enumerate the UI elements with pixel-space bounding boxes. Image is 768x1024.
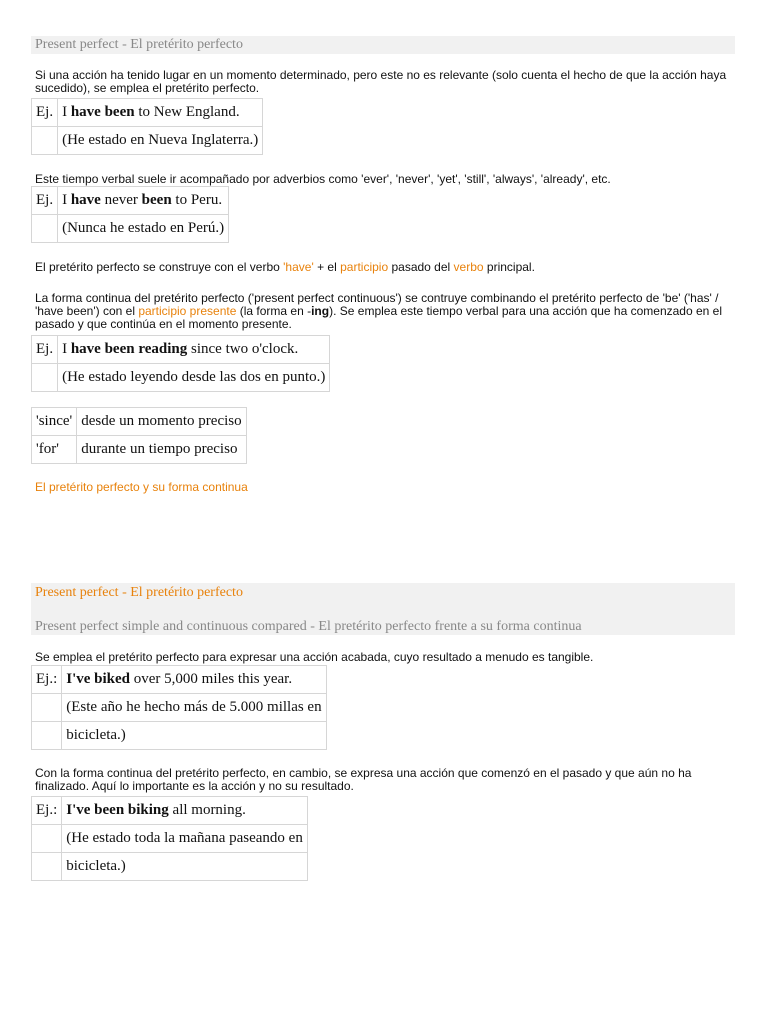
empty-cell: [32, 694, 62, 722]
text: I: [62, 104, 71, 120]
example-spanish: (He estado leyendo desde las dos en punto.): [58, 364, 330, 392]
bold-text: been: [141, 192, 172, 208]
table-row: [32, 215, 229, 243]
text: I: [62, 192, 71, 208]
text: principal.: [483, 260, 535, 274]
example-table: [31, 98, 263, 155]
bold-text: have been: [70, 104, 135, 120]
example-spanish: (Este año he hecho más de 5.000 millas en: [62, 694, 326, 722]
text: ). Se emplea este tiempo verbal para una acción que ha comenzado en el pasado y que continúa en el momento presente.: [35, 304, 723, 331]
word-cell: 'for': [32, 436, 77, 464]
text: since two o'clock.: [187, 341, 299, 357]
paragraph-intro: Si una acción ha tenido lugar en un momento determinado, pero este no es relevante (solo cuenta el hecho de que la acción haya sucedido), se emplea el pretérito perfecto.: [35, 68, 727, 95]
paragraph-continuous-compared: Con la forma continua del pretérito perfecto, en cambio, se expresa una acción que comenzó en el pasado y que aún no ha finalizado. Aquí lo importante es la acción y no su resultado.: [35, 766, 692, 793]
empty-cell: [32, 825, 62, 853]
text: + el: [313, 260, 341, 274]
table-row: [32, 364, 330, 392]
example-table: [31, 335, 330, 392]
example-spanish: (Nunca he estado en Perú.): [58, 215, 229, 243]
paragraph-construction: [35, 261, 735, 274]
section-title-link[interactable]: Present perfect - El pretérito perfecto: [35, 585, 243, 600]
paragraph-simple: Se emplea el pretérito perfecto para expresar una acción acabada, cuyo resultado a menudo es tangible.: [35, 650, 594, 664]
text: to Peru.: [171, 192, 223, 208]
table-row: [32, 853, 308, 881]
example-table: [31, 796, 308, 881]
example-table: [31, 665, 327, 750]
text: all morning.: [168, 802, 246, 818]
empty-cell: [32, 127, 58, 155]
section-title: Present perfect - El pretérito perfecto: [35, 37, 243, 52]
bold-text: I've been biking: [66, 802, 169, 818]
verbo-link[interactable]: verbo: [453, 260, 484, 274]
table-row: [32, 127, 263, 155]
example-english: [58, 99, 263, 127]
example-spanish: (He estado toda la mañana paseando en: [62, 825, 308, 853]
text: pasado del: [388, 260, 454, 274]
word-cell: 'since': [32, 408, 77, 436]
meaning-cell: durante un tiempo preciso: [77, 436, 246, 464]
table-row: [32, 694, 327, 722]
bold-text: have been reading: [70, 341, 188, 357]
table-row: [32, 187, 229, 215]
related-link[interactable]: El pretérito perfecto y su forma continua: [35, 480, 248, 494]
bold-text: I've biked: [66, 671, 131, 687]
section-subtitle: Present perfect simple and continuous compared - El pretérito perfecto frente a su forma continua: [35, 619, 582, 634]
example-label: Ej.: [32, 336, 58, 364]
meaning-cell: desde un momento preciso: [77, 408, 246, 436]
bold-text: have: [70, 192, 101, 208]
empty-cell: [32, 853, 62, 881]
table-row: [32, 797, 308, 825]
example-label: Ej.: [32, 187, 58, 215]
since-for-table: [31, 407, 247, 464]
empty-cell: [32, 215, 58, 243]
example-english: [58, 187, 229, 215]
text: (la forma en -: [236, 304, 312, 318]
table-row: [32, 336, 330, 364]
text: to New England.: [134, 104, 240, 120]
example-label: Ej.: [32, 99, 58, 127]
example-label: Ej.:: [32, 666, 62, 694]
participio-link[interactable]: participio: [340, 260, 389, 274]
paragraph-continuous: [35, 292, 735, 331]
example-spanish: (He estado en Nueva Inglaterra.): [58, 127, 263, 155]
example-english: [62, 797, 308, 825]
table-row: [32, 666, 327, 694]
text: La forma continua del pretérito perfecto ('present perfect continuous') se contruye combinando el pretérito perfecto de 'be' ('has' / 'have been') con el: [35, 291, 719, 318]
empty-cell: [32, 364, 58, 392]
example-spanish: bicicleta.): [62, 853, 308, 881]
have-link[interactable]: 'have': [283, 260, 314, 274]
participio-presente-link[interactable]: participio presente: [138, 304, 237, 318]
table-row: [32, 408, 247, 436]
example-english: [62, 666, 326, 694]
example-spanish: bicicleta.): [62, 722, 326, 750]
example-table: [31, 186, 229, 243]
text: El pretérito perfecto se construye con el verbo: [35, 260, 284, 274]
text: over 5,000 miles this year.: [130, 671, 293, 687]
paragraph-adverbs: Este tiempo verbal suele ir acompañado por adverbios como 'ever', 'never', 'yet', 'still', 'always', 'already', etc.: [35, 172, 611, 186]
bold-text: ing: [311, 304, 330, 318]
section-header: [31, 583, 735, 635]
example-english: [58, 336, 330, 364]
text: never: [100, 192, 142, 208]
example-label: Ej.:: [32, 797, 62, 825]
table-row: [32, 436, 247, 464]
text: I: [62, 341, 71, 357]
table-row: [32, 722, 327, 750]
empty-cell: [32, 722, 62, 750]
section-header: [31, 36, 735, 54]
table-row: [32, 99, 263, 127]
table-row: [32, 825, 308, 853]
